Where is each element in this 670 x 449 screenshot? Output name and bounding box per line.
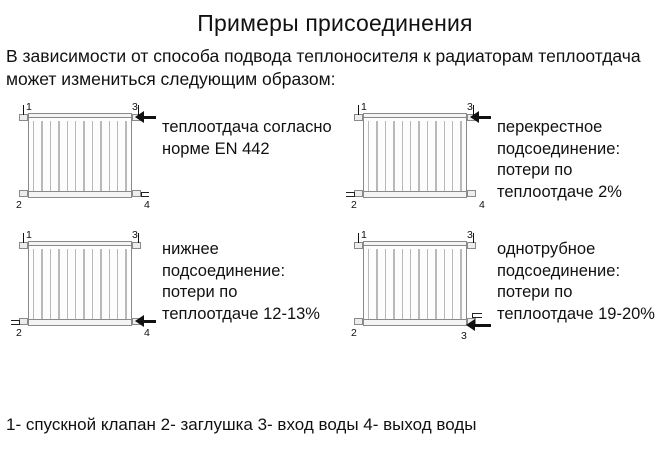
radiator-fin xyxy=(418,121,419,191)
radiator-fin xyxy=(100,249,101,319)
radiator-bottom-manifold xyxy=(363,319,467,326)
label-4-bottom-right: 4 xyxy=(479,199,485,212)
connector-nub-bottom-left xyxy=(354,318,363,325)
radiator-diagram-bottom xyxy=(8,229,156,349)
intro-paragraph: В зависимости от способа подвода теплоносителя к радиаторам теплоотдача может измениться следующим образом: xyxy=(6,46,641,90)
radiator-fin xyxy=(368,121,369,191)
radiator-fin xyxy=(75,249,76,319)
legend-text: 1- спускной клапан 2- заглушка 3- вход воды 4- выход воды xyxy=(6,415,477,434)
radiator-fin xyxy=(117,121,118,191)
connector-nub-bottom-right xyxy=(132,190,141,197)
leader-line xyxy=(138,105,139,115)
connector-nub-top-right xyxy=(467,242,476,249)
caption-cross: перекрестное подсоединение: потери по теплоотдаче 2% xyxy=(497,118,622,201)
label-2-bottom-left: 2 xyxy=(351,199,357,212)
leader-line xyxy=(23,233,24,243)
radiator-fin xyxy=(418,249,419,319)
label-2-bottom-left: 2 xyxy=(16,327,22,340)
radiator-fin xyxy=(83,121,84,191)
radiator-body xyxy=(363,245,467,323)
radiator-fin xyxy=(368,249,369,319)
radiator-fin xyxy=(410,121,411,191)
label-1-top-left: 1 xyxy=(26,229,32,242)
inlet-arrow-shaft xyxy=(144,116,156,119)
diagram-cell-single-pipe xyxy=(335,229,670,349)
outlet-arrow-head xyxy=(482,308,491,320)
leader-line xyxy=(473,105,474,115)
radiator-fin xyxy=(435,249,436,319)
radiator-fin xyxy=(58,249,59,319)
radiator-fin xyxy=(393,121,394,191)
radiator-bottom-manifold xyxy=(363,191,467,198)
label-3-bottom-right: 3 xyxy=(461,330,467,343)
radiator-fin xyxy=(402,249,403,319)
caption-en442: теплоотдача согласно норме EN 442 xyxy=(162,118,332,158)
label-1-top-left: 1 xyxy=(361,101,367,114)
radiator-fin xyxy=(109,249,110,319)
radiator-fin xyxy=(67,249,68,319)
outlet-arrow-shaft xyxy=(345,192,355,197)
radiator-fin xyxy=(444,121,445,191)
outlet-arrow-head xyxy=(2,315,11,327)
page-title: Примеры присоединения xyxy=(197,10,473,36)
radiator-fin xyxy=(435,121,436,191)
radiator-fin xyxy=(58,121,59,191)
diagram-cell-en442 xyxy=(0,101,335,221)
label-3-top-right: 3 xyxy=(467,229,473,242)
diagram-cell-cross xyxy=(335,101,670,221)
radiator-fin xyxy=(92,121,93,191)
radiator-fin xyxy=(41,249,42,319)
radiator-fin xyxy=(41,121,42,191)
label-3-top-right: 3 xyxy=(467,101,473,114)
radiator-fin xyxy=(50,249,51,319)
label-4-bottom-right: 4 xyxy=(144,327,150,340)
connector-nub-bottom-left xyxy=(19,318,28,325)
radiator-fin xyxy=(100,121,101,191)
radiator-fin xyxy=(83,249,84,319)
radiator-body xyxy=(363,117,467,195)
leader-line xyxy=(23,105,24,115)
diagram-cell-bottom xyxy=(0,229,335,349)
radiator-fin xyxy=(75,121,76,191)
leader-line xyxy=(473,233,474,243)
inlet-arrow-shaft xyxy=(475,324,491,327)
radiator-fin xyxy=(109,121,110,191)
radiator-fin xyxy=(67,121,68,191)
label-3-top-right: 3 xyxy=(132,101,138,114)
connector-nub-bottom-left xyxy=(354,190,363,197)
radiator-bottom-manifold xyxy=(28,191,132,198)
inlet-arrow-head xyxy=(466,319,475,331)
connector-nub-top-right xyxy=(132,242,141,249)
caption-bottom: нижнее подсоединение: потери по теплоотдаче 12-13% xyxy=(162,240,320,323)
label-3-top-right: 3 xyxy=(132,229,138,242)
radiator-body xyxy=(28,245,132,323)
diagram-row-2 xyxy=(0,229,670,349)
leader-line xyxy=(358,105,359,115)
connector-nub-top-left xyxy=(354,114,363,121)
label-4-bottom-right: 4 xyxy=(144,199,150,212)
radiator-fin xyxy=(460,121,461,191)
connector-nub-bottom-left xyxy=(19,190,28,197)
radiator-fin xyxy=(385,121,386,191)
radiator-diagram-en442 xyxy=(8,101,156,221)
radiator-fin xyxy=(33,249,34,319)
radiator-fin xyxy=(452,249,453,319)
radiator-fin xyxy=(393,249,394,319)
inlet-arrow-shaft xyxy=(479,116,491,119)
radiator-fin xyxy=(92,249,93,319)
leader-line xyxy=(138,233,139,243)
radiator-body xyxy=(28,117,132,195)
label-2-bottom-left: 2 xyxy=(16,199,22,212)
radiator-fin xyxy=(33,121,34,191)
outlet-arrow-head xyxy=(337,187,346,199)
caption-single-pipe: однотрубное подсоединение: потери по теплоотдаче 19-20% xyxy=(497,240,655,323)
radiator-fin xyxy=(376,249,377,319)
inlet-arrow-head xyxy=(135,315,144,327)
radiator-fin xyxy=(50,121,51,191)
diagram-row-1 xyxy=(0,101,670,221)
radiator-diagram-cross xyxy=(343,101,491,221)
radiator-fin xyxy=(444,249,445,319)
connector-nub-top-left xyxy=(19,242,28,249)
diagram-grid xyxy=(0,101,670,349)
inlet-arrow-shaft xyxy=(144,320,156,323)
radiator-diagram-single-pipe xyxy=(343,229,491,349)
radiator-fin xyxy=(460,249,461,319)
label-1-top-left: 1 xyxy=(26,101,32,114)
radiator-fin xyxy=(125,121,126,191)
radiator-fin xyxy=(125,249,126,319)
connector-nub-bottom-right xyxy=(467,190,476,197)
outlet-arrow-head xyxy=(149,187,158,199)
radiator-fin xyxy=(385,249,386,319)
radiator-fin xyxy=(452,121,453,191)
radiator-fin xyxy=(117,249,118,319)
label-1-top-left: 1 xyxy=(361,229,367,242)
outlet-arrow-shaft xyxy=(10,320,20,325)
radiator-fin xyxy=(402,121,403,191)
leader-line xyxy=(358,233,359,243)
radiator-bottom-manifold xyxy=(28,319,132,326)
radiator-fin xyxy=(410,249,411,319)
radiator-fin xyxy=(376,121,377,191)
radiator-fin xyxy=(427,121,428,191)
connector-nub-top-left xyxy=(354,242,363,249)
connector-nub-top-left xyxy=(19,114,28,121)
label-2-bottom-left: 2 xyxy=(351,327,357,340)
radiator-fin xyxy=(427,249,428,319)
